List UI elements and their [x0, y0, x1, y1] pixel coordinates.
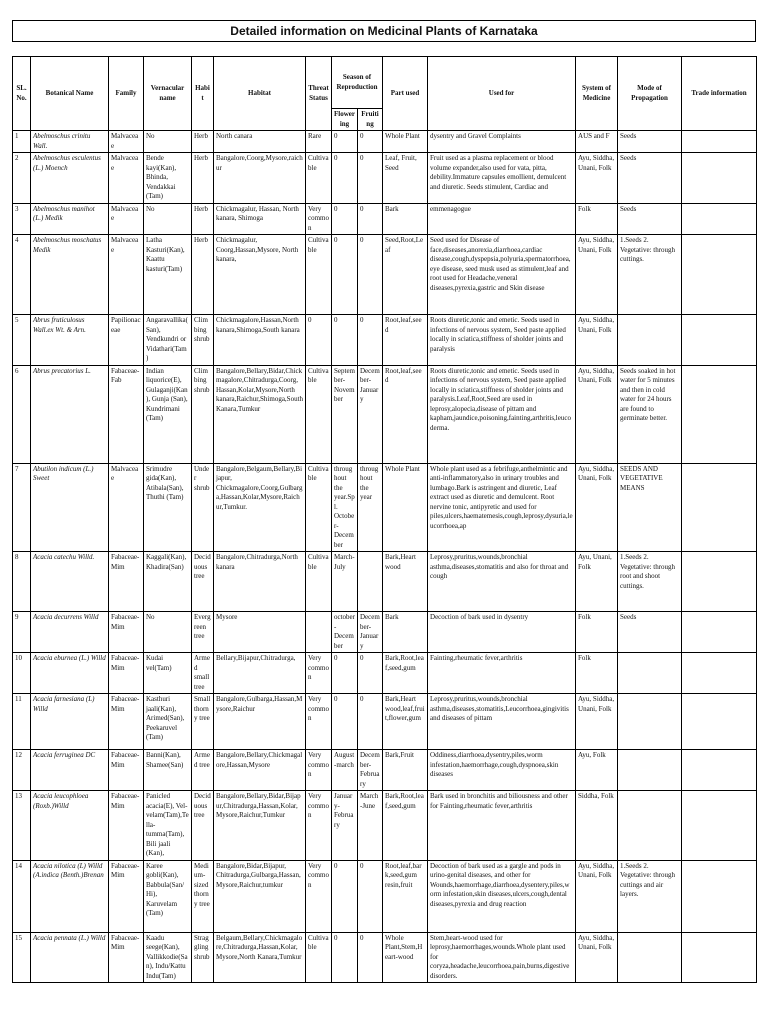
cell-family: Fabaceae-Mim — [109, 860, 144, 932]
cell-botanical: Acacia catechu Willd. — [31, 552, 109, 612]
cell-propagation: 1.Seeds 2. Vegetative: through cuttings and air layers. — [618, 860, 682, 932]
cell-botanical: Abutilon indicum (L.) Sweet — [31, 463, 109, 552]
header-sl: SL. No. — [13, 57, 31, 131]
table-row — [13, 860, 757, 932]
cell-flowering: 0 — [332, 153, 358, 204]
cell-used: Leprosy,pruritus,wounds,bronchial asthma,diseases,stomatitis and also for throat and cough — [428, 552, 576, 612]
cell-used: dysentry and Gravel Complaints — [428, 131, 576, 153]
cell-flowering: 0 — [332, 653, 358, 694]
cell-habit: Herb — [192, 235, 214, 315]
cell-vernacular: Indian liquorice(E), Gulaganji(Kan), Gunja (San), Kundrimani (Tam) — [144, 365, 192, 463]
cell-used: Decoction of bark used as a gargle and pods in urino-genital diseases, and other for Wounds,haemorrhage,diarrhoea,dysentery,piles,worm infestation,skin diseases,ulcers,cough,dental diseases,pyrexia and drug reaction — [428, 860, 576, 932]
cell-used: Fainting,rheumatic fever,arthritis — [428, 653, 576, 694]
cell-vernacular: No — [144, 131, 192, 153]
header-used: Used for — [428, 57, 576, 131]
cell-vernacular: Latha Kasturi(Kan), Kaattu kasturi(Tam) — [144, 235, 192, 315]
cell-fruiting: 0 — [358, 860, 383, 932]
cell-botanical: Acacia ferruginea DC — [31, 750, 109, 791]
header-botanical: Botanical Name — [31, 57, 109, 131]
cell-part: Bark,Root,leaf,seed,gum — [383, 653, 428, 694]
cell-vernacular: No — [144, 203, 192, 235]
cell-family: Fabaceae-Fab — [109, 365, 144, 463]
cell-part: Whole Plant — [383, 131, 428, 153]
cell-part: Leaf, Fruit, Seed — [383, 153, 428, 204]
cell-used: Roots diuretic,tonic and emetic. Seeds used in infections of nervous system, Seed paste applied locally in sciatica,stiffness of sholder joints and paralysis — [428, 315, 576, 366]
cell-system: Ayu, Siddha, Unani, Folk — [576, 694, 618, 750]
cell-botanical: Acacia eburnea (L.) Willd — [31, 653, 109, 694]
cell-habit: Small thorny tree — [192, 694, 214, 750]
cell-botanical: Abrus precatorius L. — [31, 365, 109, 463]
cell-trade — [682, 131, 757, 153]
cell-part: Bark,Heart wood — [383, 552, 428, 612]
cell-botanical: Acacia leucophloea (Roxb.)Willd — [31, 791, 109, 861]
cell-part: Root,leaf,seed — [383, 365, 428, 463]
table-row — [13, 694, 757, 750]
cell-fruiting: 0 — [358, 153, 383, 204]
cell-fruiting: 0 — [358, 694, 383, 750]
table-row — [13, 612, 757, 653]
cell-system: Ayu, Folk — [576, 750, 618, 791]
cell-habitat: Bangalore,Bellary,Bidar,Chickmagalore,Chitradurga,Coorg,Hassan,Kolar,Mysore,North kanara,Raichur,Shimoga,South Kanara,Tumkur — [214, 365, 306, 463]
cell-trade — [682, 694, 757, 750]
cell-botanical: Acacia decurrens Willd — [31, 612, 109, 653]
cell-vernacular: Bende kayi(Kan), Bhinda, Vendakkai (Tam) — [144, 153, 192, 204]
cell-family: Malvaceae — [109, 463, 144, 552]
cell-habitat: Bangalore,Chitradurga,North kanara — [214, 552, 306, 612]
cell-sl: 8 — [13, 552, 31, 612]
cell-flowering: throughout the year.Spl. October-December — [332, 463, 358, 552]
cell-family: Papilionaceae — [109, 315, 144, 366]
cell-habitat: Belgaum,Bellary,Chickmagalore,Chitradurga,Hassan,Kolar,Mysore,North Kanara,Tumkur — [214, 932, 306, 983]
cell-system: Siddha, Folk — [576, 791, 618, 861]
cell-fruiting: December-February — [358, 750, 383, 791]
header-flowering: Flowering — [332, 109, 358, 131]
cell-family: Malvaceae — [109, 203, 144, 235]
cell-flowering: 0 — [332, 315, 358, 366]
header-threat: Threat Status — [306, 57, 332, 131]
cell-vernacular: Kaadu seege(Kan), Vallikkodie(San), Indu/Kattu Indu(Tam) — [144, 932, 192, 983]
cell-habit: Under shrub — [192, 463, 214, 552]
cell-vernacular: Panicled acacia(E), Vel-velam(Tam),Tella-tumma(Tam), Bili jaali (Kan), — [144, 791, 192, 861]
cell-part: Bark — [383, 612, 428, 653]
cell-propagation — [618, 750, 682, 791]
cell-habitat: Bangalore,Bellary,Chickmagalore,Hassan,Mysore — [214, 750, 306, 791]
cell-habit: Herb — [192, 203, 214, 235]
cell-system: Ayu, Siddha, Unani, Folk — [576, 315, 618, 366]
cell-fruiting: December-January — [358, 365, 383, 463]
cell-sl: 6 — [13, 365, 31, 463]
table-row — [13, 315, 757, 366]
cell-propagation — [618, 653, 682, 694]
header-season: Season of Reproduction — [332, 57, 383, 109]
cell-part: Root,leaf,seed — [383, 315, 428, 366]
table-row — [13, 365, 757, 463]
cell-botanical: Abelmoschus crinitu Wall. — [31, 131, 109, 153]
header-row — [13, 57, 757, 109]
table-body — [13, 131, 757, 983]
cell-trade — [682, 653, 757, 694]
cell-system: Ayu, Siddha, Unani, Folk — [576, 463, 618, 552]
cell-fruiting: December-January — [358, 612, 383, 653]
cell-vernacular: Kudai vel(Tam) — [144, 653, 192, 694]
table-row — [13, 653, 757, 694]
cell-fruiting: throughout the year — [358, 463, 383, 552]
cell-family: Fabaceae-Mim — [109, 552, 144, 612]
cell-part: Bark,Heart wood,leaf,fruit,flower,gum — [383, 694, 428, 750]
cell-propagation: SEEDS AND VEGETATIVE MEANS — [618, 463, 682, 552]
cell-habit: Herb — [192, 153, 214, 204]
cell-propagation: Seeds — [618, 153, 682, 204]
cell-threat: Cultivable — [306, 235, 332, 315]
cell-flowering: 0 — [332, 860, 358, 932]
cell-habit: Armed tree — [192, 750, 214, 791]
cell-flowering: August-march — [332, 750, 358, 791]
cell-habitat: North canara — [214, 131, 306, 153]
table-row — [13, 791, 757, 861]
cell-botanical: Acacia nilotica (L) Willd (A.indica (Benth.)Brenan — [31, 860, 109, 932]
cell-trade — [682, 203, 757, 235]
cell-botanical: Acacia farnesiana (L) Willd — [31, 694, 109, 750]
header-system: System of Medicine — [576, 57, 618, 131]
cell-propagation — [618, 791, 682, 861]
cell-sl: 9 — [13, 612, 31, 653]
cell-sl: 11 — [13, 694, 31, 750]
cell-fruiting: 0 — [358, 235, 383, 315]
cell-habit: Straggling shrub — [192, 932, 214, 983]
cell-used: Leprosy,pruritus,wounds,bronchial asthma,diseases,stomatitis,Leucorrhoea,gingivitis and diseases of pittam — [428, 694, 576, 750]
cell-habitat: Bangalore,Coorg,Mysore,raichur — [214, 153, 306, 204]
cell-part: Bark — [383, 203, 428, 235]
cell-propagation: Seeds soaked in hot water for 5 minutes and then in cold water for 24 hours are found to germinate better. — [618, 365, 682, 463]
cell-part: Bark,Fruit — [383, 750, 428, 791]
cell-threat: Rare — [306, 131, 332, 153]
cell-flowering: 0 — [332, 203, 358, 235]
cell-flowering: March-July — [332, 552, 358, 612]
cell-system: Ayu, Siddha, Unani, Folk — [576, 153, 618, 204]
cell-threat: Very common — [306, 860, 332, 932]
cell-sl: 10 — [13, 653, 31, 694]
cell-trade — [682, 552, 757, 612]
header-habit: Habit — [192, 57, 214, 131]
header-vernacular: Vernacular name — [144, 57, 192, 131]
cell-system: Ayu, Siddha, Unani, Folk — [576, 860, 618, 932]
cell-threat: Very common — [306, 791, 332, 861]
cell-sl: 13 — [13, 791, 31, 861]
cell-used: Stem,heart-wood used for leprosy,haemorrhages,wounds.Whole plant used for coryza,headache,leucorrhoea,pain,burns,digestive disorders. — [428, 932, 576, 983]
cell-family: Fabaceae-Mim — [109, 694, 144, 750]
cell-botanical: Abelmoschus moschatus Medik — [31, 235, 109, 315]
cell-family: Malvaceae — [109, 153, 144, 204]
header-family: Family — [109, 57, 144, 131]
cell-fruiting — [358, 552, 383, 612]
cell-habit: Climbing shrub — [192, 315, 214, 366]
cell-used: Seed used for Disease of face,diseases,anorexia,diarrhoea,cardiac disease,cough,dyspepsia,polyuria,spermatorrhoea,eye disease, seed musk used as stimulent,leaf and root used for Headache,veneral diseases,pyrexia,gastric and Skin disease — [428, 235, 576, 315]
cell-family: Fabaceae-Mim — [109, 791, 144, 861]
cell-botanical: Abelmoschus manihot (L.) Medik — [31, 203, 109, 235]
cell-habitat: Chickmagalur, Coorg,Hassan,Mysore, North kanara, — [214, 235, 306, 315]
table-row — [13, 203, 757, 235]
cell-part: Root,leaf,bark,seed,gum resin,fruit — [383, 860, 428, 932]
cell-part: Whole Plant,Stem,Heart-wood — [383, 932, 428, 983]
cell-trade — [682, 791, 757, 861]
cell-threat: Cultivable — [306, 463, 332, 552]
table-row — [13, 235, 757, 315]
cell-flowering: September-November — [332, 365, 358, 463]
cell-habit: Armed small tree — [192, 653, 214, 694]
cell-vernacular: Kaggali(Kan), Khadira(San) — [144, 552, 192, 612]
cell-threat: Cultivable — [306, 932, 332, 983]
cell-system: Ayu, Siddha, Unani, Folk — [576, 932, 618, 983]
cell-family: Malvaceae — [109, 131, 144, 153]
cell-used: Bark used in bronchitis and biliousness and other for Fainting,rheumatic fever,arthritis — [428, 791, 576, 861]
cell-fruiting: March-June — [358, 791, 383, 861]
cell-trade — [682, 463, 757, 552]
cell-vernacular: Karee gobli(Kan), Babbula(San/Hi), Karuvelam (Tam) — [144, 860, 192, 932]
cell-used: Decoction of bark used in dysentry — [428, 612, 576, 653]
cell-flowering: January-February — [332, 791, 358, 861]
cell-threat: Cultivable — [306, 153, 332, 204]
cell-habit: Herb — [192, 131, 214, 153]
cell-habitat: Chickmagalore,Hassan,North kanara,Shimoga,South kanara — [214, 315, 306, 366]
cell-vernacular: Banni(Kan), Shamee(San) — [144, 750, 192, 791]
cell-propagation — [618, 315, 682, 366]
cell-threat: Very common — [306, 203, 332, 235]
cell-habit: Climbing shrub — [192, 365, 214, 463]
cell-habit: Deciduous tree — [192, 791, 214, 861]
table-row — [13, 750, 757, 791]
cell-family: Malvaceae — [109, 235, 144, 315]
cell-used: Fruit used as a plasma replacement or blood volume expander,also used for vata, pitta, debility.Immature capsules emollient, demulcent and diuretic. Seeds stimulent, Cardiac and — [428, 153, 576, 204]
cell-system: Ayu, Siddha, Unani, Folk — [576, 365, 618, 463]
cell-habit: Medium-sized thorny tree — [192, 860, 214, 932]
cell-threat: Very common — [306, 653, 332, 694]
cell-propagation: 1.Seeds 2. Vegetative: through cuttings. — [618, 235, 682, 315]
cell-fruiting: 0 — [358, 203, 383, 235]
cell-used: Roots diuretic,tonic and emetic. Seeds used in infections of nervous system, Seed paste applied locally in sciatica,stiffness of sholder joints and paralysis.Leaf,Root,Seed are used in leprosy,alopecia,disease of pittam and kapham,jaundice,poisoning,fainting,arthritis,leucoderma. — [428, 365, 576, 463]
cell-trade — [682, 365, 757, 463]
cell-fruiting: 0 — [358, 653, 383, 694]
cell-system: Ayu, Unani, Folk — [576, 552, 618, 612]
cell-flowering: october-December — [332, 612, 358, 653]
cell-sl: 7 — [13, 463, 31, 552]
cell-habitat: Bellary,Bijapur,Chitradurga, — [214, 653, 306, 694]
table-row — [13, 153, 757, 204]
cell-threat: Very common — [306, 750, 332, 791]
cell-trade — [682, 612, 757, 653]
header-habitat: Habitat — [214, 57, 306, 131]
cell-flowering: 0 — [332, 235, 358, 315]
cell-sl: 12 — [13, 750, 31, 791]
cell-propagation: Seeds — [618, 203, 682, 235]
cell-threat: Very common — [306, 694, 332, 750]
cell-sl: 4 — [13, 235, 31, 315]
cell-used: Whole plant used as a febrifuge,anthelmintic and anti-inflammatory,also in urinary troubles and lumbago.Bark is astringent and diuretic, Leaf extract used as diuretic and demulcent. Root nervine tonic, antipyretic and used for piles,ulcers,haematemesis,cough,leprosy,dysuria,leucorrhoea,ap — [428, 463, 576, 552]
cell-family: Fabaceae-Mim — [109, 612, 144, 653]
cell-threat: Cultivable — [306, 552, 332, 612]
cell-part: Bark,Root,leaf,seed,gum — [383, 791, 428, 861]
cell-botanical: Abrus fruticulosus Wall.ex Wt. & Arn. — [31, 315, 109, 366]
cell-habitat: Bangalore,Gulbarga,Hassan,Mysore,Raichur — [214, 694, 306, 750]
cell-used: emmenagogue — [428, 203, 576, 235]
cell-trade — [682, 860, 757, 932]
cell-trade — [682, 315, 757, 366]
cell-fruiting: 0 — [358, 932, 383, 983]
cell-part: Seed,Root,Leaf — [383, 235, 428, 315]
cell-habitat: Chickmagalur, Hassan, North kanara, Shimoga — [214, 203, 306, 235]
cell-habitat: Bangalore,Bidar,Bijapur, Chitradurga,Gulbarga,Hassan,Mysore,Raichur,tumkur — [214, 860, 306, 932]
cell-flowering: 0 — [332, 932, 358, 983]
cell-habitat: Bangalore,Bellary,Bidar,Bijapur,Chitradurga,Hassan,Kolar,Mysore,Raichur,Tumkur — [214, 791, 306, 861]
cell-system: Folk — [576, 203, 618, 235]
cell-family: Fabaceae-Mim — [109, 750, 144, 791]
cell-sl: 14 — [13, 860, 31, 932]
cell-habitat: Mysore — [214, 612, 306, 653]
cell-system: Ayu, Siddha, Unani, Folk — [576, 235, 618, 315]
cell-propagation — [618, 932, 682, 983]
cell-trade — [682, 153, 757, 204]
cell-threat — [306, 612, 332, 653]
cell-propagation: Seeds — [618, 131, 682, 153]
cell-propagation — [618, 694, 682, 750]
cell-system: Folk — [576, 612, 618, 653]
page-title: Detailed information on Medicinal Plants of Karnataka — [12, 20, 756, 42]
header-propagation: Mode of Propagation — [618, 57, 682, 131]
cell-family: Fabaceae-Mim — [109, 932, 144, 983]
cell-habit: Evergreen tree — [192, 612, 214, 653]
table-row — [13, 463, 757, 552]
cell-system: AUS and F — [576, 131, 618, 153]
cell-habitat: Bangalore,Belgaum,Bellary,Bijapur, Chickmagalore,Coorg,Gulbarga,Hassan,Kolar,Mysore,Raichur,Tumkur. — [214, 463, 306, 552]
cell-part: Whole Plant — [383, 463, 428, 552]
cell-sl: 1 — [13, 131, 31, 153]
cell-botanical: Acacia pennata (L.) Willd — [31, 932, 109, 983]
cell-flowering: 0 — [332, 131, 358, 153]
cell-vernacular: No — [144, 612, 192, 653]
plants-table — [12, 56, 757, 983]
cell-trade — [682, 235, 757, 315]
cell-fruiting: 0 — [358, 131, 383, 153]
table-row — [13, 932, 757, 983]
cell-fruiting: 0 — [358, 315, 383, 366]
cell-system: Folk — [576, 653, 618, 694]
cell-flowering: 0 — [332, 694, 358, 750]
table-row — [13, 552, 757, 612]
cell-botanical: Abelmoschus esculentus (L.) Moench — [31, 153, 109, 204]
cell-threat: 0 — [306, 315, 332, 366]
cell-vernacular: Kasthuri jaali(Kan), Arimed(San), Peekaruvel (Tam) — [144, 694, 192, 750]
cell-trade — [682, 750, 757, 791]
header-fruiting: Fruiting — [358, 109, 383, 131]
header-trade: Trade information — [682, 57, 757, 131]
cell-sl: 3 — [13, 203, 31, 235]
cell-vernacular: Srimudre gida(Kan), Atibala(San), Thuthi (Tam) — [144, 463, 192, 552]
cell-propagation: 1.Seeds 2. Vegetative: through root and shoot cuttings. — [618, 552, 682, 612]
cell-family: Fabaceae-Mim — [109, 653, 144, 694]
cell-sl: 2 — [13, 153, 31, 204]
cell-trade — [682, 932, 757, 983]
cell-propagation: Seeds — [618, 612, 682, 653]
cell-sl: 15 — [13, 932, 31, 983]
cell-vernacular: Angaravallika(San), Vendkundri or Vidathari(Tam) — [144, 315, 192, 366]
cell-sl: 5 — [13, 315, 31, 366]
cell-used: Oddiness,diarrhoea,dysentry,piles,worm infestation,haemorrhage,cough,dyspnoea,skin diseases — [428, 750, 576, 791]
cell-threat: Cultivable — [306, 365, 332, 463]
cell-habit: Deciduous tree — [192, 552, 214, 612]
table-row — [13, 131, 757, 153]
header-part: Part used — [383, 57, 428, 131]
